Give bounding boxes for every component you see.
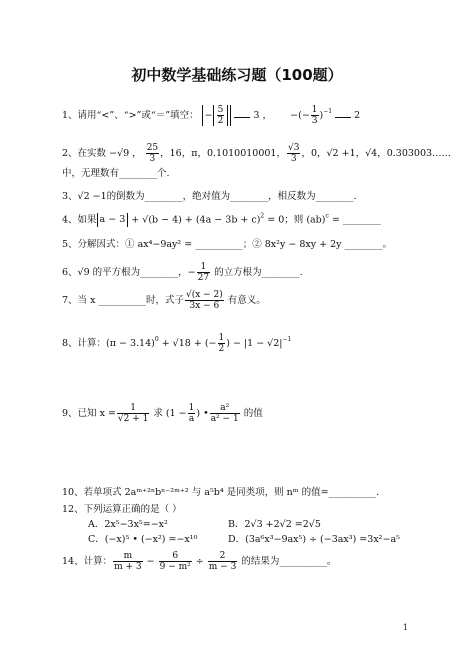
q6-frac-num: 1	[197, 262, 210, 273]
q9-pre: 9、已知 x =	[62, 408, 116, 419]
question-4	[62, 213, 381, 228]
q2-text: 2、在实数	[62, 148, 107, 159]
q1-abs	[202, 105, 232, 126]
page-title: 初中数学基础练习题（100题）	[131, 66, 343, 84]
q4-mid: + √(b − 4) + (4a − 3b + c)	[128, 214, 261, 226]
q14-f2-den: 9 − m²	[159, 562, 191, 572]
q4-post: = 0；则 (ab)	[264, 214, 326, 226]
q8-exp: 0	[154, 336, 159, 343]
q4-abs: a − 3	[97, 213, 129, 227]
q9-a-num: 1	[188, 403, 195, 413]
q14-pre: 14、计算：	[62, 556, 113, 567]
q6-frac	[197, 262, 210, 283]
q2-items: −√9 ，	[109, 148, 142, 159]
q12-option-d: D．(3a⁶x³−9ax⁵) ÷ (−3ax³) =3x²−a⁵	[228, 534, 400, 545]
question-12: 12、下列运算正确的是（ ）	[62, 504, 182, 515]
q9-frac-b	[210, 403, 240, 424]
q7-pre: 7、当 x __________时，式子	[62, 295, 184, 306]
q2-root-num: √3	[287, 143, 300, 153]
q4-exp: 2	[260, 212, 265, 220]
q8-post: ) − |1 − √2|	[226, 338, 283, 349]
q14-f1-den: m + 3	[114, 562, 142, 572]
question-10: 10、若单项式 2aᵐ⁺²ⁿbⁿ⁻²ᵐ⁺² 与 a⁵b⁴ 是同类项，则 nᵐ 的值=__________.	[62, 487, 380, 498]
q2-root-den: 3	[290, 154, 297, 164]
q2-rest1: ，16，π，0.1010010001，	[160, 148, 286, 159]
q14-frac-2	[159, 551, 192, 572]
q14-op1: −	[143, 556, 158, 567]
q14-f3-num: 2	[208, 551, 238, 562]
q6-pre: 6、√9 的平方根为________，−	[62, 267, 196, 278]
q1-b-minus: −	[290, 110, 299, 121]
q9-mid: 求 (1 −	[150, 408, 187, 419]
q6-post: 的立方根为________.	[211, 267, 303, 278]
q8-mid: + √18 + (−	[158, 338, 217, 349]
question-6	[62, 262, 303, 283]
q1-b-den: 3	[311, 116, 318, 126]
q1-text: 1、请用“<”、“>”或“＝”填空：	[62, 110, 199, 121]
q7-frac-den: 3x − 6	[189, 301, 220, 311]
q1-frac-den: 2	[217, 116, 224, 126]
question-2	[62, 143, 451, 164]
q1-frac-b	[311, 105, 319, 126]
q8-pre: 8、计算：(π − 3.14)	[62, 338, 155, 349]
q12-option-a: A．2x⁵−3x⁵=−x²	[88, 519, 168, 530]
q9-mid2: ) •	[196, 408, 209, 419]
q9-frac-x	[117, 403, 149, 424]
q2-frac-den: 3	[149, 154, 156, 164]
q8-frac	[218, 333, 226, 354]
question-9	[62, 403, 263, 424]
q1-sep: ，	[262, 110, 272, 121]
q1-rhs-b: 2	[354, 110, 361, 121]
question-3: 3、√2 −1的倒数为________，绝对值为________，相反数为________.	[62, 191, 357, 202]
q7-frac-num: √(x − 2)	[185, 290, 223, 300]
q2-rest2: ，0，√2 +1，√4，0.303003……	[301, 148, 452, 159]
page-number: 1	[402, 623, 408, 632]
q6-frac-den: 27	[197, 273, 210, 283]
question-7	[62, 290, 266, 311]
q12-option-b: B．2√3 +2√2 =2√5	[228, 519, 321, 530]
q9-x-num: 1	[117, 403, 149, 414]
q2-root-frac	[287, 143, 300, 164]
q8-frac-num: 1	[218, 333, 225, 343]
q9-b-num: a²	[210, 403, 240, 414]
q7-frac	[185, 290, 224, 311]
question-2-cont: 中，无理数有________个.	[62, 168, 170, 179]
q1-minus: −	[204, 110, 213, 121]
q4-exp2: c	[325, 212, 329, 220]
q4-pre: 4、如果	[62, 214, 97, 226]
q7-post: 有意义。	[224, 295, 266, 306]
q2-frac-num: 25	[146, 143, 159, 153]
q4-post2: = ________	[328, 214, 381, 226]
q1-b-minus-inner: −	[301, 110, 310, 121]
q14-frac-1	[113, 551, 143, 572]
q14-op2: ÷	[192, 556, 207, 567]
question-14	[62, 551, 336, 572]
q1-frac	[217, 105, 225, 126]
q14-f3-den: m − 3	[208, 562, 237, 572]
q9-a-den: a	[188, 414, 195, 424]
q14-frac-3	[208, 551, 238, 572]
q14-post: 的结果为__________。	[238, 556, 337, 567]
q9-post: 的值	[240, 408, 263, 419]
q9-frac-a	[188, 403, 196, 424]
q1-rhs-a: 3	[253, 110, 260, 121]
q9-b-den: a² − 1	[210, 414, 239, 424]
q1-b-num: 1	[311, 105, 318, 115]
q14-f2-num: 6	[159, 551, 192, 562]
q9-x-den: √2 + 1	[117, 414, 149, 424]
q2-frac	[146, 143, 159, 164]
q12-option-c: C．(−x)⁵ • (−x²) =−x¹⁰	[88, 534, 198, 545]
q8-exp2: −1	[282, 336, 292, 343]
question-5: 5、分解因式：① ax⁴−9ay² = __________；② 8x²y − 8xy + 2y ________。	[62, 239, 393, 250]
q1-frac-num: 5	[217, 105, 224, 115]
q14-f1-num: m	[113, 551, 143, 562]
q8-frac-den: 2	[218, 344, 225, 354]
q1-b-exp: −1	[323, 108, 333, 115]
question-8	[62, 333, 291, 354]
question-1: 1、请用“<”、“>”或“＝”填空： − $\frac{5}{2}$ 3 ， −(− $\frac{1}{3}$ )$^{-1}$ 2	[62, 105, 361, 126]
